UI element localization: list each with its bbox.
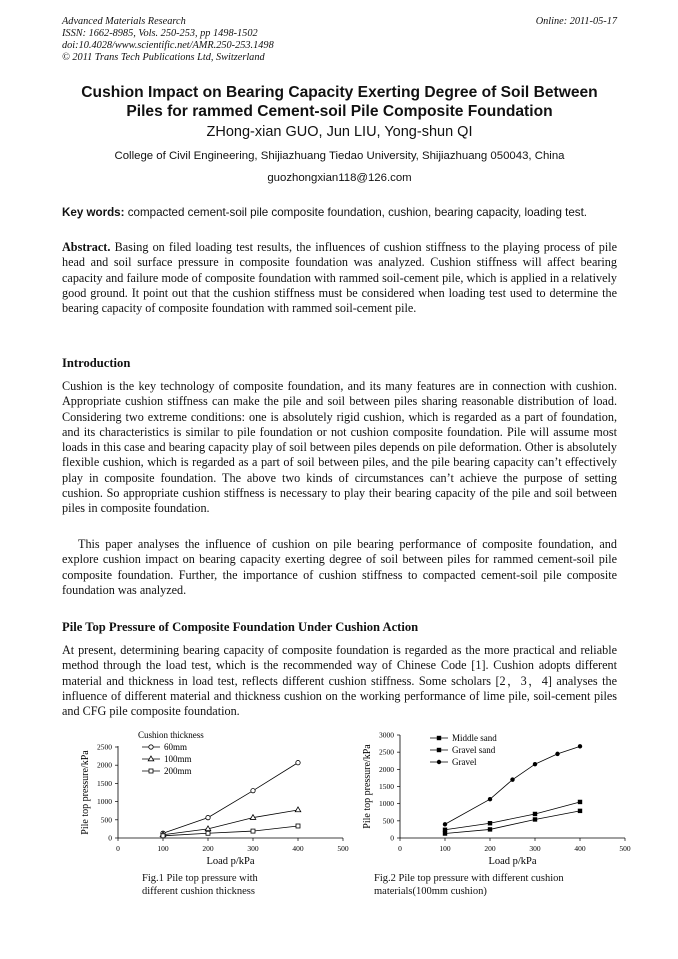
x-tick-label: 300 (529, 844, 541, 853)
data-point (488, 827, 492, 831)
x-tick-label: 0 (116, 844, 120, 853)
x-tick-label: 400 (292, 844, 304, 853)
copyright-line: © 2011 Trans Tech Publications Ltd, Switzerland (62, 52, 265, 63)
x-tick-label: 100 (157, 844, 169, 853)
legend-marker (437, 736, 441, 740)
figure-1-chart (78, 728, 358, 873)
series-line-2 (163, 810, 298, 835)
x-tick-label: 200 (202, 844, 214, 853)
series-line-3 (163, 826, 298, 836)
legend-label: Middle sand (452, 733, 497, 743)
data-point (296, 760, 300, 764)
y-axis-label: Pile top pressure/kPa (80, 750, 91, 835)
y-tick-label: 500 (100, 815, 112, 825)
x-tick-label: 100 (439, 844, 451, 853)
data-point (206, 831, 210, 835)
legend-label: Gravel (452, 757, 477, 767)
affiliation: College of Civil Engineering, Shijiazhuang Tiedao University, Shijiazhuang 050043, China (114, 150, 565, 162)
x-tick-label: 500 (619, 844, 631, 853)
y-tick-label: 2000 (379, 764, 394, 774)
x-tick-label: 200 (484, 844, 496, 853)
y-axis-label: Pile top pressure/kPa (362, 744, 373, 829)
legend-title: Cushion thickness (138, 730, 204, 740)
y-tick-label: 1500 (97, 778, 112, 788)
y-tick-label: 3000 (379, 730, 394, 740)
legend-marker (437, 748, 441, 752)
data-point (578, 800, 582, 804)
data-point (578, 809, 582, 813)
legend-label: Gravel sand (452, 745, 496, 755)
x-tick-label: 400 (574, 844, 586, 853)
data-point (488, 797, 492, 801)
legend-marker (149, 769, 153, 773)
email: guozhongxian118@126.com (267, 172, 412, 184)
data-point (578, 744, 582, 748)
legend-label: 100mm (164, 754, 192, 764)
journal-header (62, 16, 617, 64)
data-point (251, 829, 255, 833)
section-paragraph: At present, determining bearing capacity of composite foundation is regarded as the more practical and reliable method through the load test, which is the recommended way of Chinese Code [1]. Cushion adopts different material and thickness in load test, reflects different cushion stiffness. Some scholars [2，3，4] analyses the influence of different material and thickness cushion on the working performance of lime pile, soil-cement piles and CFG pile composite foundation. (62, 643, 617, 719)
x-tick-label: 0 (398, 844, 402, 853)
paper-title: Cushion Impact on Bearing Capacity Exerting Degree of Soil Between Piles for rammed Cement-soil Pile Composite Foundation (81, 84, 598, 120)
x-axis-label: Load p/kPa (206, 856, 255, 867)
data-point (443, 831, 447, 835)
issn-line: ISSN: 1662-8985, Vols. 250-253, pp 1498-1502 (62, 28, 258, 39)
doi-line: doi:10.4028/www.scientific.net/AMR.250-253.1498 (62, 40, 274, 51)
figure-1-caption: Fig.1 Pile top pressure with different cushion thickness (142, 873, 258, 897)
data-point (533, 812, 537, 816)
data-point (251, 788, 255, 792)
data-point (533, 762, 537, 766)
x-axis-label: Load p/kPa (488, 856, 537, 867)
x-tick-label: 300 (247, 844, 259, 853)
figure-2-caption: Fig.2 Pile top pressure with different cushion materials(100mm cushion) (374, 873, 564, 897)
y-tick-label: 0 (390, 833, 394, 843)
series-line-2 (445, 811, 580, 834)
data-point (488, 821, 492, 825)
legend-marker (437, 760, 441, 764)
y-tick-label: 1500 (379, 782, 394, 791)
data-point (533, 817, 537, 821)
introduction-paragraph-1: Cushion is the key technology of composite foundation, and its many features are in connection with cushion. Appropriate cushion stiffness can make the pile and soil between piles sharing reasonable distribution of load. Considering two extreme conditions: one is absolutely rigid cushion, which is regarded as a part of foundation, and its characteristics is similar to pile foundation or not cushion composite foundation. Pile will assume most loads in this case and bearing capacity play of soil between piles depends on pile deformation. Other is absolutely flexible cushion, which is regarded as a part of soil between piles, and the pile bearing capacity can’t effectively play in composite foundation. The above two kinds of circumstances can’t achieve the purpose of setting cushion. So appropriate cushion stiffness is necessary to play their bearing capacity of the pile and soil between piles in composite foundation. (62, 379, 617, 516)
data-point (555, 752, 559, 756)
legend-marker (148, 756, 154, 761)
data-point (296, 824, 300, 828)
data-point (295, 807, 301, 812)
y-tick-label: 2000 (97, 760, 112, 770)
keywords-label: Key words: (62, 206, 125, 219)
online-date: Online: 2011-05-17 (535, 16, 617, 27)
data-point (510, 777, 514, 781)
y-tick-label: 500 (382, 816, 394, 826)
data-point (206, 815, 210, 819)
data-point (443, 828, 447, 832)
x-tick-label: 500 (337, 844, 349, 853)
journal-name: Advanced Materials Research (62, 16, 186, 27)
y-tick-label: 1000 (379, 799, 394, 809)
legend-label: 60mm (164, 742, 188, 752)
introduction-paragraph-2: This paper analyses the influence of cushion on pile bearing performance of composite foundation, and explore cushion impact on bearing capacity exerting degree of soil between piles for rammed cement-soil pile composite foundation. Further, the importance of cushion stiffness to compacted cement-soil pile composite foundation was analyzed. (62, 537, 617, 597)
keywords (62, 206, 617, 221)
data-point (443, 822, 447, 826)
authors: ZHong-xian GUO, Jun LIU, Yong-shun QI (206, 124, 473, 140)
abstract (62, 240, 617, 316)
keywords-text: compacted cement-soil pile composite foundation, cushion, bearing capacity, loading test. (127, 206, 588, 219)
legend-label: 200mm (164, 766, 192, 776)
y-tick-label: 2500 (379, 747, 394, 757)
y-tick-label: 2500 (97, 742, 112, 752)
legend-marker (149, 745, 153, 749)
abstract-label: Abstract. (62, 240, 111, 254)
section-heading: Pile Top Pressure of Composite Foundation Under Cushion Action (62, 620, 419, 634)
y-tick-label: 0 (108, 833, 112, 843)
figure-2-chart (360, 728, 640, 873)
introduction-heading: Introduction (62, 356, 131, 370)
series-line-1 (445, 802, 580, 830)
y-tick-label: 1000 (97, 797, 112, 807)
data-point (161, 834, 165, 838)
abstract-text: Basing on filed loading test results, the influences of cushion stiffness to the playing process of pile head and soil surface pressure in composite foundation was analyzed. Cushion stiffness will affect bearing capacity and failure mode of composite foundation with rammed soil-cement pile, which is applied in a relatively good ground. It point out that the cushion stiffness must be considered when loading test used to determine the bearing capacity of composite foundation with rammed soil-cement pile. (62, 240, 617, 316)
